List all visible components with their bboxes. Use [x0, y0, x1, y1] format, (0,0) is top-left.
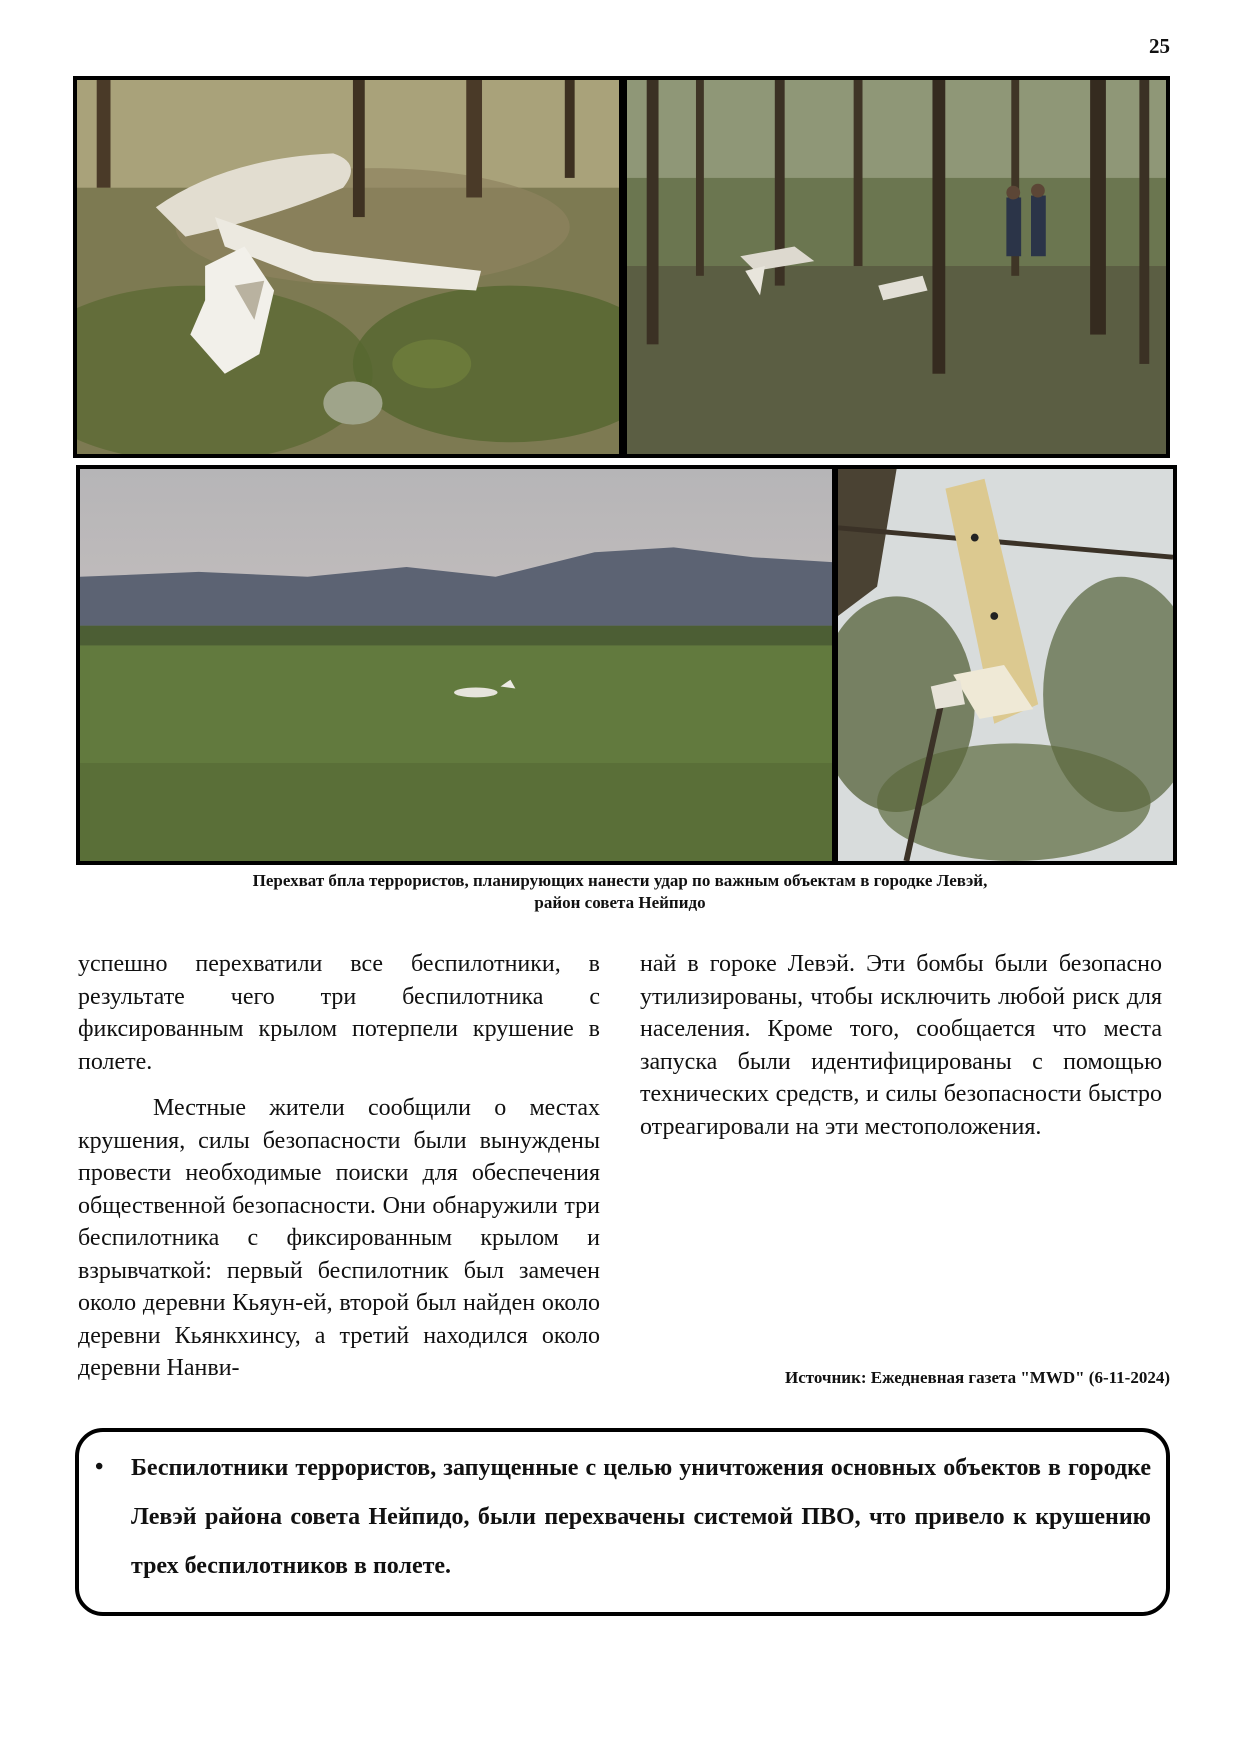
bullet-icon: • [95, 1454, 104, 1480]
article-paragraph: най в гороке Левэй. Эти бомбы были безопасно утилизированы, чтобы исключить любой риск для населения. Кроме того, сообщается что места запуска были идентифицированы с помощью технических средств, и силы безопасности быстро отреагировали на эти местоположения. [640, 951, 1162, 1140]
photo-field-wreckage [76, 465, 836, 865]
summary-box [75, 1428, 1170, 1616]
source-citation: Источник: Ежедневная газета "MWD" (6-11-2024) [784, 1368, 1170, 1387]
caption-line-1: Перехват бпла террористов, планирующих нанести удар по важным объектам в городке Левэй, [252, 871, 988, 890]
article-column-left [78, 948, 600, 1385]
summary-text: Беспилотники террористов, запущенные с целью уничтожения основных объектов в городке Левэй района совета Нейпидо, были перехвачены системой ПВО, что привело к крушению трех беспилотников в полете. [131, 1455, 1151, 1579]
page-number: 25 [1149, 34, 1170, 58]
photo-drone-wreckage-ground [73, 76, 623, 458]
photo-caption [100, 870, 1140, 914]
article-column-right [640, 948, 1162, 1143]
caption-line-2: район совета Нейпидо [534, 893, 706, 912]
article-paragraph: успешно перехватили все беспилотники, в результате чего три беспилотника с фиксированным крылом потерпели крушение в полете. [78, 951, 600, 1075]
photo-forest-wreckage-site [623, 76, 1170, 458]
photo-drone-in-tree [834, 465, 1177, 865]
article-paragraph: Местные жители сообщили о местах крушения, силы безопасности были вынуждены провести необходимые поиски для обеспечения общественной безопасности. Они обнаружили три беспилотника с фиксированным крылом и взрывчаткой: первый беспилотник был замечен около деревни Кьяун-ей, второй был найден около деревни Кьянкхинсу, а третий находился около деревни Нанви- [78, 1095, 600, 1381]
